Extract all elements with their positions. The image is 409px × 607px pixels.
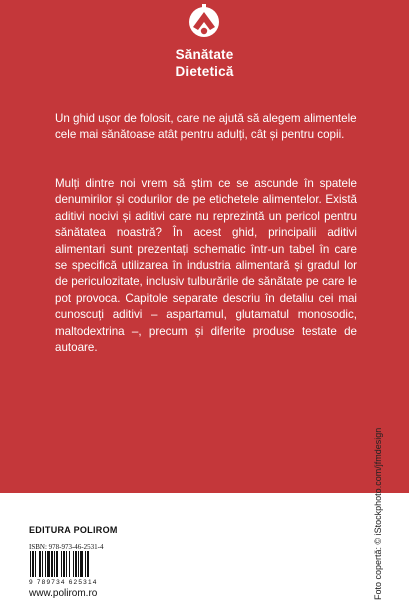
- logo-icon: [162, 1, 247, 47]
- series-logo: [0, 0, 409, 100]
- logo-line-1: Sănătate: [175, 47, 234, 62]
- website: www.polirom.ro: [29, 588, 98, 599]
- isbn: ISBN: 978-973-46-2531-4: [29, 543, 104, 551]
- description-paragraph: Mulți dintre noi vrem să știm ce se ascunde în spatele denumirilor și codurilor de pe etichetele alimentelor. Există aditivi nocivi și aditivi care nu reprezintă un pericol pentru sănătatea noastră? În acest ghid, principalii aditivi alimentari sunt prezentați schematic într-un tabel în care se specifică utilizarea în industria alimentară și gradul lor de periculozitate, inclusiv tulburările de sănătate pe care le pot provoca. Capitole separate descriu în detaliu cei mai cunoscuți aditivi – aspartamul, glutamatul monosodic, maltodextrina –, precum și diferite produse testate de autoare.: [55, 177, 357, 355]
- intro-paragraph: Un ghid ușor de folosit, care ne ajută să alegem alimentele cele mai sănătoase atât pentru adulți, cât și pentru copii.: [55, 112, 357, 141]
- publisher-name: EDITURA POLIROM: [29, 525, 118, 535]
- barcode-image: [29, 551, 121, 579]
- barcode-number: 9 789734 625314: [29, 579, 98, 586]
- logo-line-2: Dietetică: [175, 64, 234, 79]
- photo-credit: Foto copertă: © iStockphoto.com/jfmdesign: [373, 427, 383, 600]
